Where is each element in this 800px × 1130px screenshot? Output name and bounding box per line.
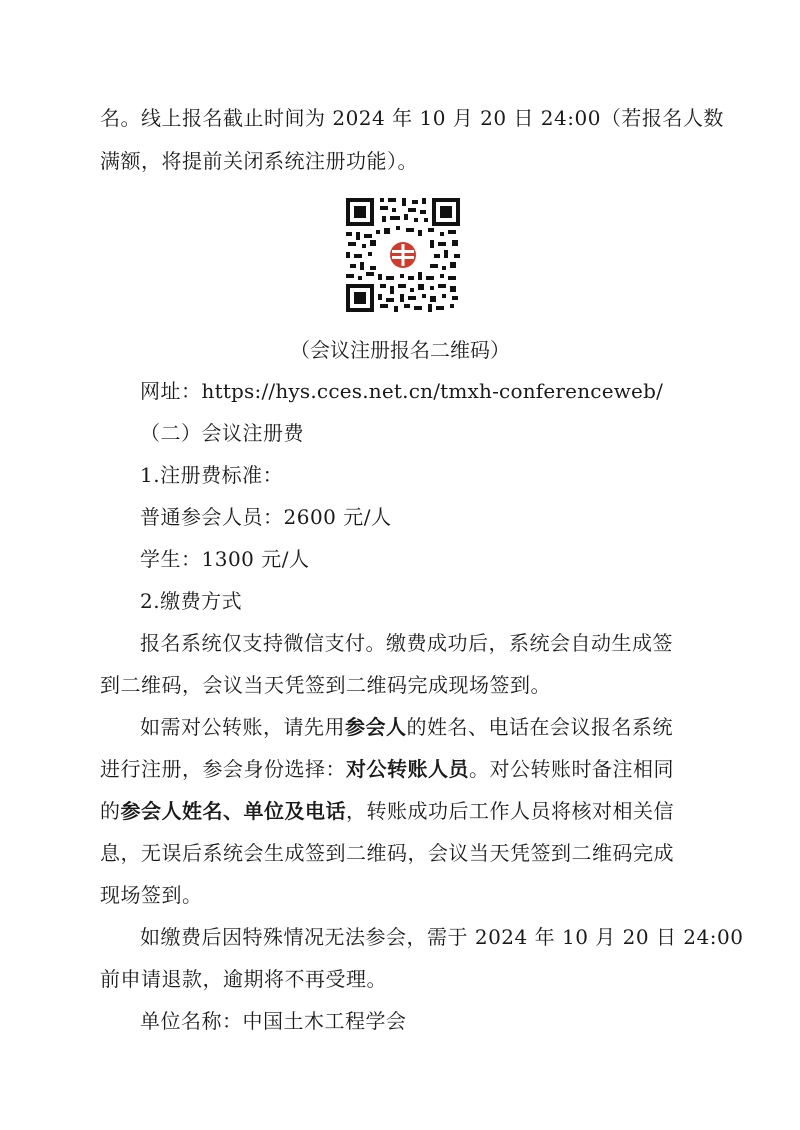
transfer-line-2 — [100, 755, 674, 783]
subheading-payment: 2.缴费方式 — [140, 589, 243, 613]
paragraph-line: 到二维码，会议当天凭签到二维码完成现场签到。 — [100, 673, 551, 697]
website-url-link[interactable]: https://hys.cces.net.cn/tmxh-conferenceweb/ — [201, 379, 664, 403]
paragraph-line: 名。线上报名截止时间为 2024 年 10 月 20 日 24:00（若报名人数 — [100, 106, 724, 130]
fee-regular: 普通参会人员：2600 元/人 — [140, 505, 392, 529]
text-span: 如需对公转账，请先用 — [140, 715, 345, 739]
qr-finder-top-left — [346, 198, 374, 226]
transfer-line-1 — [140, 713, 673, 741]
bold-text: 参会人 — [345, 715, 407, 739]
fee-student: 学生：1300 元/人 — [140, 547, 310, 571]
qr-finder-top-right — [432, 198, 460, 226]
text-span: 的 — [100, 799, 121, 823]
cces-logo-icon — [387, 239, 419, 271]
website-line — [140, 377, 663, 405]
paragraph-line: 如缴费后因特殊情况无法参会，需于 2024 年 10 月 20 日 24:00 — [140, 925, 744, 949]
text-span: 的姓名、电话在会议报名系统 — [406, 715, 673, 739]
text-span: 进行注册，参会身份选择： — [100, 757, 346, 781]
organization-name: 单位名称：中国土木工程学会 — [140, 1009, 407, 1033]
subheading-standard: 1.注册费标准： — [140, 463, 284, 487]
text-span: ，转账成功后工作人员将核对相关信 — [346, 799, 674, 823]
qr-finder-bottom-left — [346, 284, 374, 312]
transfer-line-3 — [100, 797, 674, 825]
qr-code-icon — [346, 198, 460, 312]
paragraph-line: 前申请退款，逾期将不再受理。 — [100, 967, 387, 991]
text-span: 。对公转账时备注相同 — [469, 757, 674, 781]
paragraph-line: 报名系统仅支持微信支付。缴费成功后，系统会自动生成签 — [140, 631, 673, 655]
paragraph-line: 息，无误后系统会生成签到二维码，会议当天凭签到二维码完成 — [100, 841, 674, 865]
bold-text: 参会人姓名、单位及电话 — [120, 799, 346, 823]
bold-text: 对公转账人员 — [346, 757, 469, 781]
qr-caption: （会议注册报名二维码） — [290, 338, 510, 362]
section-heading: （二）会议注册费 — [140, 421, 304, 445]
website-label: 网址： — [140, 379, 202, 403]
paragraph-line: 满额，将提前关闭系统注册功能）。 — [100, 149, 418, 173]
paragraph-line: 现场签到。 — [100, 883, 203, 907]
